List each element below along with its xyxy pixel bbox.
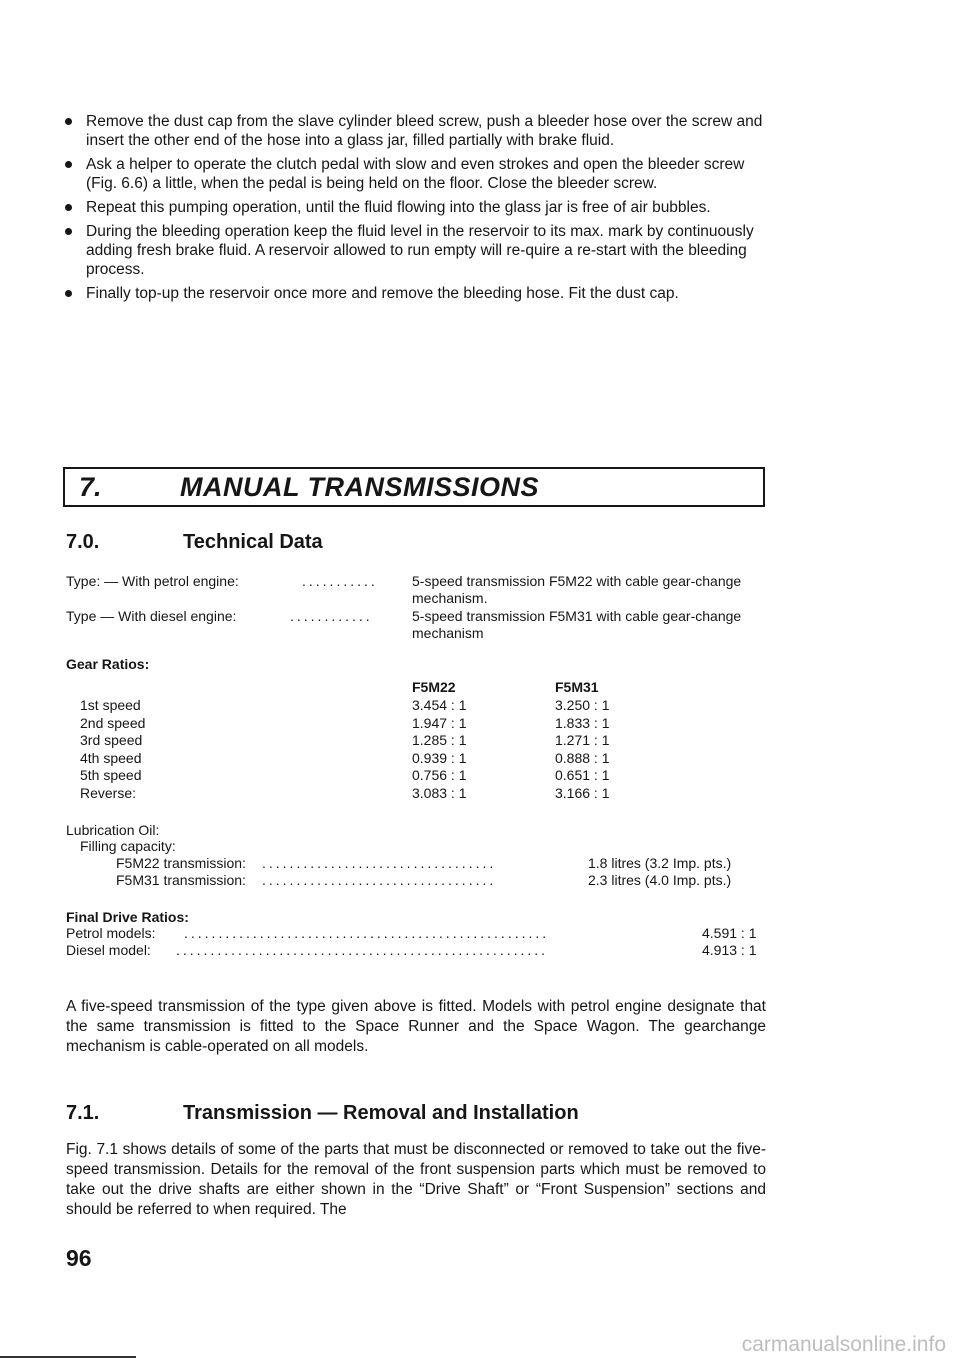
chapter-number: 7. (79, 472, 102, 502)
final-drive-label: Petrol models: (66, 925, 156, 941)
bleeding-steps (66, 112, 776, 308)
ratio-value: 1.285 : 1 (412, 732, 467, 748)
watermark: carmanualsonline.info (741, 1333, 946, 1356)
footer-rule (0, 1356, 136, 1358)
bullet-item: Repeat this pumping operation, until the fluid flowing into the glass jar is free of air bubbles. (66, 198, 776, 217)
leader-dots: ........... (302, 573, 378, 589)
ratio-value: 3.454 : 1 (412, 697, 467, 713)
type-value: 5-speed transmission F5M22 with cable gear-change mechanism. (412, 573, 742, 606)
leader-dots: ............ (290, 608, 373, 624)
section-number: 7.1. (66, 1102, 100, 1124)
section-number: 7.0. (66, 531, 100, 553)
section-title: Transmission — Removal and Installation (183, 1102, 579, 1124)
leader-dots: ..................................................... (184, 925, 550, 941)
bullet-item: Finally top-up the reservoir once more and remove the bleeding hose. Fit the dust cap. (66, 284, 776, 303)
ratio-value: 1.833 : 1 (555, 714, 610, 731)
gear-label: 3rd speed (80, 732, 143, 748)
lubrication-heading: Lubrication Oil: (66, 822, 160, 838)
bullet-item: Ask a helper to operate the clutch pedal with slow and even strokes and open the bleeder screw (Fig. 6.6) a little, when the pedal is being held on the floor. Close the bleeder screw. (66, 155, 776, 193)
chapter-title: MANUAL TRANSMISSIONS (180, 472, 540, 502)
gear-label: 1st speed (80, 697, 141, 713)
column-header-f5m22: F5M22 (412, 679, 456, 695)
gear-label: 2nd speed (80, 714, 146, 731)
ratio-value: 3.250 : 1 (555, 697, 610, 713)
chapter-banner (63, 467, 765, 507)
type-label: Type — With diesel engine: (66, 608, 237, 624)
bullet-item: During the bleeding operation keep the fluid level in the reservoir to its max. mark by continuously adding fresh brake fluid. A reservoir allowed to run empty will re-quire a re-start with the bleeding process. (66, 222, 776, 279)
bullet-dot-icon (65, 228, 72, 235)
ratio-value: 0.756 : 1 (412, 767, 467, 783)
bullet-dot-icon (65, 118, 72, 125)
capacity-value: 2.3 litres (4.0 Imp. pts.) (588, 872, 732, 888)
f5m31-ratios (555, 697, 610, 802)
leader-dots: ...................................................... (176, 942, 549, 958)
removal-paragraph: Fig. 7.1 shows details of some of the parts that must be disconnected or removed to take out the five-speed transmission. Details for the removal of the front suspension parts which must be removed to take out the drive shafts are either shown in the “Drive Shaft” or “Front Suspension” sections and should be referred to when required. The (66, 1141, 766, 1218)
gear-labels (80, 697, 145, 802)
final-drive-heading: Final Drive Ratios: (66, 909, 189, 925)
gear-label: 4th speed (80, 749, 142, 766)
final-drive-value: 4.591 : 1 (702, 925, 757, 941)
f5m22-ratios (412, 697, 467, 802)
final-drive-value: 4.913 : 1 (702, 942, 757, 958)
gear-label: 5th speed (80, 767, 142, 783)
intro-paragraph: A five-speed transmission of the type given above is fitted. Models with petrol engine designate that the same transmission is fitted to the Space Runner and the Space Wagon. The gearchange mechanism is cable-operated on all models. (66, 998, 766, 1055)
section-title: Technical Data (183, 531, 323, 553)
bullet-dot-icon (65, 290, 72, 297)
ratio-value: 0.939 : 1 (412, 749, 467, 766)
ratio-value: 0.651 : 1 (555, 767, 610, 783)
ratio-value: 1.271 : 1 (555, 732, 610, 748)
bullet-item: Remove the dust cap from the slave cylinder bleed screw, push a bleeder hose over the screw and insert the other end of the hose into a glass jar, filled partially with brake fluid. (66, 112, 776, 150)
filling-capacity-label: Filling capacity: (80, 838, 176, 854)
ratio-value: 1.947 : 1 (412, 714, 467, 731)
bullet-dot-icon (65, 161, 72, 168)
leader-dots: .................................. (262, 855, 497, 871)
final-drive-label: Diesel model: (66, 942, 151, 958)
gear-ratios-heading: Gear Ratios: (66, 656, 150, 672)
capacity-value: 1.8 litres (3.2 Imp. pts.) (588, 855, 732, 871)
bullet-dot-icon (65, 204, 72, 211)
ratio-value: 3.166 : 1 (555, 784, 610, 801)
type-value: 5-speed transmission F5M31 with cable gear-change mechanism (412, 608, 742, 641)
capacity-label: F5M31 transmission: (116, 872, 246, 888)
gear-label: Reverse: (80, 784, 137, 801)
type-label: Type: — With petrol engine: (66, 573, 239, 589)
ratio-value: 0.888 : 1 (555, 749, 610, 766)
page-number: 96 (66, 1245, 92, 1271)
leader-dots: .................................. (262, 872, 497, 888)
ratio-value: 3.083 : 1 (412, 784, 467, 801)
capacity-label: F5M22 transmission: (116, 855, 246, 871)
column-header-f5m31: F5M31 (555, 679, 599, 695)
